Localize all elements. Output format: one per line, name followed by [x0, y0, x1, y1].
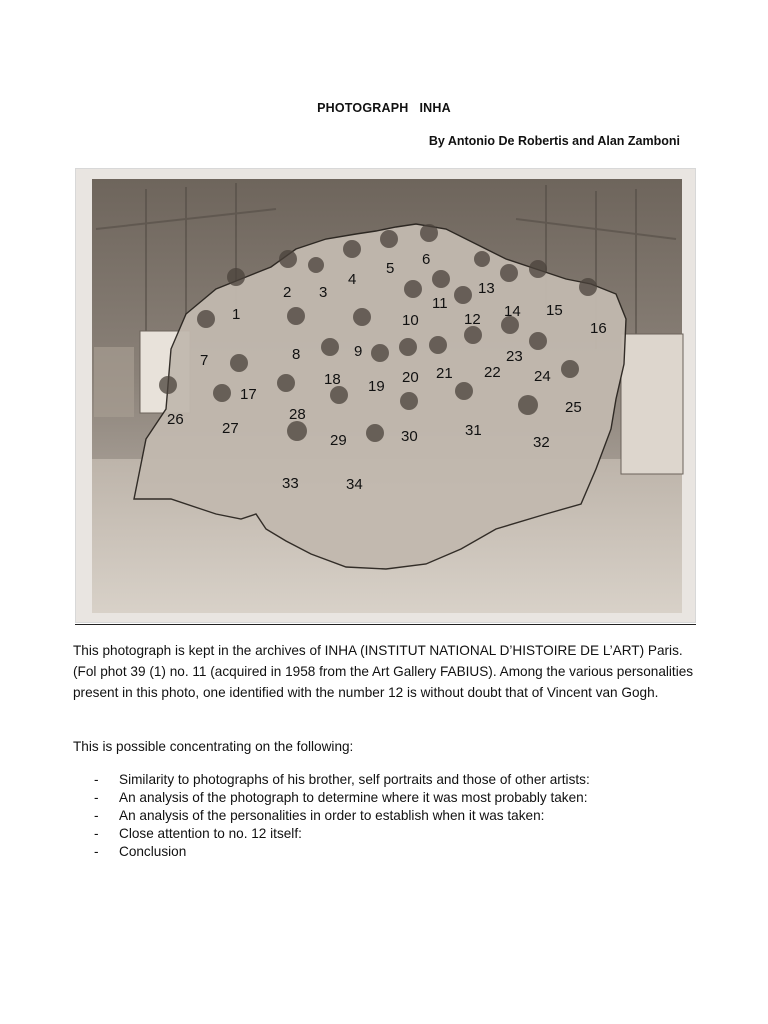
painting-left — [94, 347, 134, 417]
figure-label-17: 17 — [240, 386, 257, 403]
canvas-right — [621, 334, 683, 474]
bullet-dash: - — [94, 826, 99, 841]
figure-label-14: 14 — [504, 303, 521, 320]
figure-label-11: 11 — [432, 295, 448, 312]
figure-label-33: 33 — [282, 475, 299, 492]
bullet-list — [94, 771, 590, 861]
figure-label-23: 23 — [506, 348, 523, 365]
figure-label-19: 19 — [368, 378, 385, 395]
bullet-dash: - — [94, 772, 99, 787]
bullet-dash: - — [94, 808, 99, 823]
bullet-dash: - — [94, 790, 99, 805]
figure-label-15: 15 — [546, 302, 563, 319]
figure-label-24: 24 — [534, 368, 551, 385]
figure-label-29: 29 — [330, 432, 347, 449]
list-item — [94, 771, 590, 789]
photo-divider — [75, 624, 696, 625]
list-item-text: An analysis of the photograph to determine where it was most probably taken: — [119, 790, 588, 805]
figure-label-4: 4 — [348, 271, 357, 288]
figure-label-6: 6 — [422, 251, 431, 268]
figure-label-5: 5 — [386, 260, 395, 277]
figure-label-30: 30 — [401, 428, 418, 445]
intro-paragraph: This photograph is kept in the archives of INHA (INSTITUT NATIONAL D’HISTOIRE DE L’ART) Paris. (Fol phot 39 (1) no. 11 (acquired in 1958 from the Art Gallery FABIUS). Among the various personalities present in this photo, one identified with the number 12 is without doubt that of Vincent van Gogh. — [73, 643, 694, 700]
list-item — [94, 807, 590, 825]
figure-label-7: 7 — [200, 352, 209, 369]
figure-label-31: 31 — [465, 422, 482, 439]
figure-label-8: 8 — [292, 346, 301, 363]
list-item — [94, 843, 590, 861]
figure-label-27: 27 — [222, 420, 239, 437]
figure-label-3: 3 — [319, 284, 328, 301]
figure-label-2: 2 — [283, 284, 292, 301]
figure-label-25: 25 — [565, 399, 582, 416]
figure-label-20: 20 — [402, 369, 419, 386]
figure-label-22: 22 — [484, 364, 501, 381]
list-item-text: Similarity to photographs of his brother, self portraits and those of other artists: — [119, 772, 590, 787]
group-photograph-image — [76, 169, 695, 622]
figure-label-13: 13 — [478, 280, 495, 297]
figure-label-9: 9 — [354, 343, 363, 360]
figure-label-34: 34 — [346, 476, 363, 493]
figure-label-26: 26 — [167, 411, 184, 428]
document-title: PHOTOGRAPH INHA — [317, 101, 451, 115]
group-photograph — [75, 168, 696, 623]
figure-label-28: 28 — [289, 406, 306, 423]
figure-label-21: 21 — [436, 365, 453, 382]
list-item-text: Conclusion — [119, 844, 187, 859]
list-item-text: Close attention to no. 12 itself: — [119, 826, 302, 841]
figure-label-10: 10 — [402, 312, 419, 329]
figure-label-32: 32 — [533, 434, 550, 451]
lead-sentence: This is possible concentrating on the following: — [73, 739, 354, 754]
list-item — [94, 825, 590, 843]
figure-label-16: 16 — [590, 320, 607, 337]
figure-label-18: 18 — [324, 371, 341, 388]
list-item-text: An analysis of the personalities in order to establish when it was taken: — [119, 808, 545, 823]
document-byline: By Antonio De Robertis and Alan Zamboni — [428, 134, 680, 148]
figure-label-1: 1 — [232, 306, 241, 323]
bullet-dash: - — [94, 844, 99, 859]
figure-label-12: 12 — [464, 311, 481, 328]
list-item — [94, 789, 590, 807]
